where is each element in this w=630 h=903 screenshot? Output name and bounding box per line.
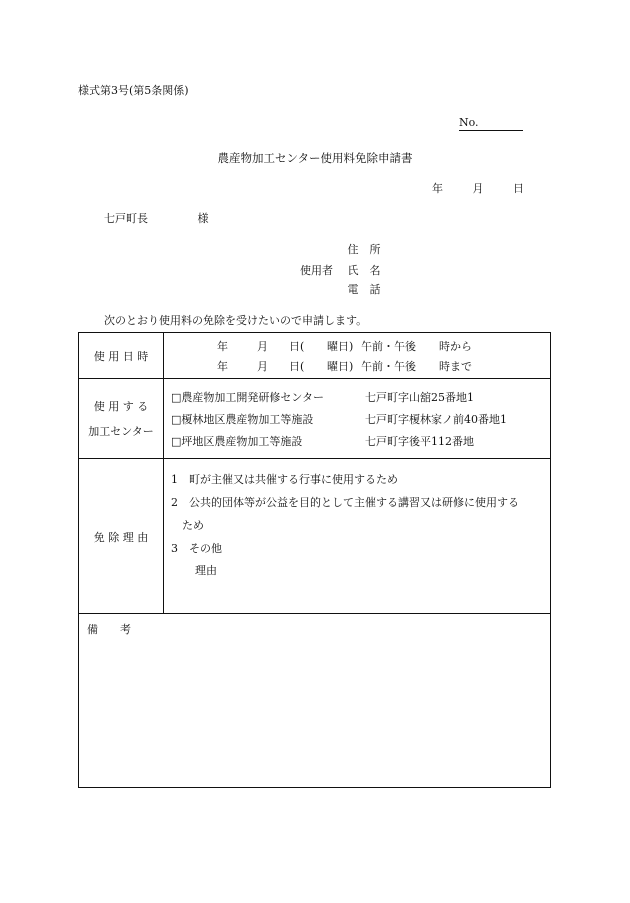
applicant-phone-label: 電 話 (347, 283, 381, 296)
applicant-role-label: 使用者 (300, 264, 333, 277)
applicant-name-label: 氏 名 (347, 264, 381, 277)
application-date (432, 180, 524, 196)
remarks-field[interactable] (79, 633, 549, 783)
reason-item[interactable]: 2 公共的団体等が公益を目的として主催する講習又は研修に使用する (171, 496, 519, 509)
usage-end-row[interactable]: 年 月 日( 曜日) 午前・午後 時まで (217, 360, 472, 373)
center-option-name[interactable]: □坪地区農産物加工等施設 (171, 435, 303, 448)
date-year-label: 年 (432, 182, 443, 195)
center-option-name[interactable]: □榎林地区農産物加工等施設 (171, 413, 314, 426)
row-divider (79, 613, 550, 614)
row-divider (79, 378, 550, 379)
usage-date-label: 使 用 日 時 (93, 350, 149, 363)
reason-item[interactable]: 3 その他 (171, 542, 222, 555)
document-number-field[interactable]: No. (459, 116, 523, 131)
date-day-label: 日 (513, 182, 524, 195)
reason-label: 免 除 理 由 (93, 531, 149, 544)
reason-item-continued: ため (182, 519, 204, 532)
date-month-label: 月 (472, 182, 484, 195)
row-divider (79, 458, 550, 459)
intro-text: 次のとおり使用料の免除を受けたいので申請します。 (104, 314, 368, 327)
reason-detail-label[interactable]: 理由 (195, 564, 217, 577)
center-label-line2: 加工センター (88, 425, 154, 438)
center-option-name[interactable]: □農産物加工開発研修センター (171, 391, 324, 404)
remarks-label: 備 考 (87, 623, 131, 636)
application-table (78, 332, 551, 788)
usage-start-row[interactable]: 年 月 日( 曜日) 午前・午後 時から (217, 340, 472, 353)
page-title: 農産物加工センター使用料免除申請書 (217, 151, 413, 165)
center-option-address: 七戸町字後平112番地 (365, 435, 474, 448)
center-label-line1: 使 用 す る (93, 400, 149, 413)
reason-item[interactable]: 1 町が主催又は共催する行事に使用するため (171, 473, 398, 486)
form-number: 様式第3号(第5条関係) (78, 84, 189, 97)
center-option-address: 七戸町字山舘25番地1 (365, 391, 474, 404)
center-option-address: 七戸町字榎林家ノ前40番地1 (365, 413, 507, 426)
honorific: 様 (197, 212, 209, 225)
addressee-name: 七戸町長 (104, 212, 148, 225)
addressee (104, 210, 209, 226)
applicant-address-label: 住 所 (347, 243, 381, 256)
